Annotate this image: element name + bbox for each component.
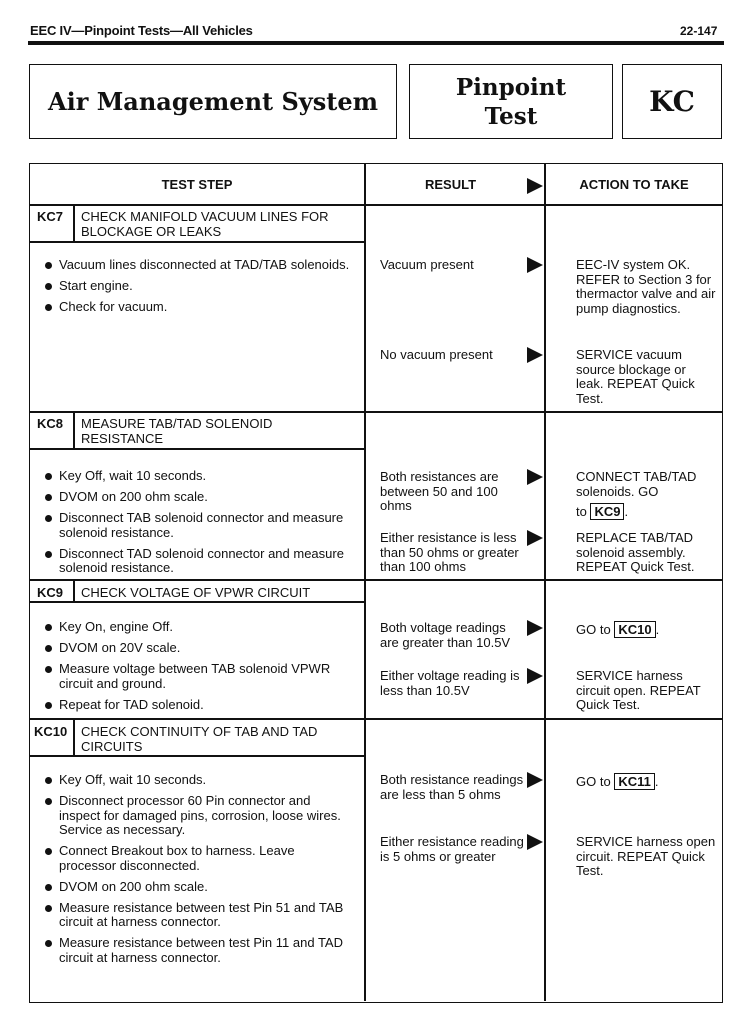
step-title (81, 585, 310, 600)
instruction-item: Repeat for TAD solenoid. (43, 698, 355, 713)
result-text: Either resistance is less than 50 ohms or greater than 100 ohms (380, 530, 519, 574)
step-title (81, 209, 329, 239)
result-text: Either resistance reading is 5 ohms or greater (380, 834, 524, 864)
instruction-item: Measure voltage between TAB solenoid VPWR circuit and ground. (43, 662, 355, 691)
step-title-line: CIRCUITS (81, 739, 143, 754)
arrow-right-icon (527, 530, 543, 546)
row-divider (30, 411, 722, 413)
step-instructions (43, 258, 353, 321)
instruction-item: Measure resistance between test Pin 11 and TAD circuit at harness connector. (43, 936, 345, 965)
action-text: REPLACE TAB/TAD solenoid assembly. REPEAT Quick Test. (576, 530, 695, 574)
step-title-line: MEASURE TAB/TAD SOLENOID (81, 416, 273, 431)
pinpoint-test-box (409, 64, 613, 139)
action-text: GO to KC11 . (576, 774, 659, 789)
step-title (81, 416, 272, 446)
pinpoint-label: Pinpoint (455, 74, 567, 101)
arrow-right-icon (527, 178, 543, 194)
step-title-divider (30, 448, 364, 450)
running-header: EEC IV—Pinpoint Tests—All Vehicles (30, 23, 253, 38)
step-code: KC8 (37, 416, 64, 431)
pinpoint-test-table (29, 163, 723, 1003)
step-instructions (43, 620, 355, 719)
step-instructions (43, 469, 355, 582)
instruction-item: Connect Breakout box to harness. Leave processor disconnected. (43, 844, 345, 873)
column-header-action: ACTION TO TAKE (579, 177, 689, 192)
step-title-line: CHECK MANIFOLD VACUUM LINES FOR (81, 209, 329, 224)
instruction-item: Key Off, wait 10 seconds. (43, 469, 355, 484)
result-text: Either voltage reading is less than 10.5V (380, 668, 520, 698)
step-title-line: CHECK VOLTAGE OF VPWR CIRCUIT (81, 585, 311, 600)
step-title (81, 724, 317, 754)
arrow-right-icon (527, 620, 543, 636)
step-code-divider (73, 411, 75, 449)
instruction-item: DVOM on 200 ohm scale. (43, 490, 355, 505)
test-label: Test (484, 103, 538, 130)
action-text: CONNECT TAB/TAD solenoids. GO to KC9 . (576, 469, 697, 519)
step-title-divider (30, 241, 364, 243)
row-divider (30, 718, 722, 720)
action-prefix: GO to (576, 774, 611, 789)
instruction-item: Vacuum lines disconnected at TAD/TAB solenoids. (43, 258, 353, 273)
step-code: KC9 (37, 585, 64, 600)
system-title-box (29, 64, 397, 139)
row-divider (30, 579, 722, 581)
arrow-right-icon (527, 772, 543, 788)
action-text: SERVICE harness open circuit. REPEAT Quick Test. (576, 834, 716, 878)
step-code-divider (73, 579, 75, 602)
result-text: Both voltage readings are greater than 10.5V (380, 620, 511, 650)
column-divider (544, 164, 546, 1001)
instruction-item: DVOM on 200 ohm scale. (43, 880, 345, 895)
action-prefix: CONNECT TAB/TAD solenoids. GO (576, 469, 697, 499)
system-title: Air Management System (48, 87, 378, 116)
goto-step-kc9[interactable]: KC9 (590, 503, 624, 520)
step-title-line: BLOCKAGE OR LEAKS (81, 224, 222, 239)
test-code: KC (649, 85, 695, 118)
instruction-item: Start engine. (43, 279, 353, 294)
arrow-right-icon (527, 257, 543, 273)
goto-step-kc11[interactable]: KC11 (614, 773, 655, 790)
instruction-item: Check for vacuum. (43, 300, 353, 315)
instruction-item: Key On, engine Off. (43, 620, 355, 635)
instruction-item: Disconnect processor 60 Pin connector and inspect for damaged pins, corrosion, loose wires. Service as necessary. (43, 794, 345, 838)
action-prefix: GO to (576, 622, 611, 637)
column-divider (364, 164, 366, 1001)
step-instructions (43, 773, 345, 972)
instruction-item: Measure resistance between test Pin 51 and TAB circuit at harness connector. (43, 901, 345, 930)
result-text: Vacuum present (380, 257, 474, 272)
column-header-result: RESULT (425, 177, 477, 192)
result-text: Both resistances are between 50 and 100 ohms (380, 469, 499, 513)
step-title-line: RESISTANCE (81, 431, 164, 446)
step-code: KC10 (34, 724, 68, 739)
goto-step-kc10[interactable]: KC10 (614, 621, 655, 638)
header-divider (30, 204, 722, 206)
instruction-item: Disconnect TAD solenoid connector and measure solenoid resistance. (43, 547, 355, 576)
instruction-item: DVOM on 20V scale. (43, 641, 355, 656)
arrow-right-icon (527, 469, 543, 485)
action-text: GO to KC10 . (576, 622, 660, 637)
step-title-divider (30, 755, 364, 757)
header-rule (28, 41, 724, 45)
arrow-right-icon (527, 347, 543, 363)
step-code-divider (73, 718, 75, 756)
instruction-item: Disconnect TAB solenoid connector and measure solenoid resistance. (43, 511, 355, 540)
action-to: to (576, 504, 587, 519)
column-header-test-step: TEST STEP (161, 177, 233, 192)
page-number: 22-147 (680, 24, 718, 38)
pinpoint-test-label (410, 73, 612, 131)
step-code-divider (73, 204, 75, 242)
result-text: No vacuum present (380, 347, 493, 362)
step-title-divider (30, 601, 364, 603)
test-code-box (622, 64, 722, 139)
result-text: Both resistance readings are less than 5 ohms (380, 772, 524, 802)
arrow-right-icon (527, 668, 543, 684)
instruction-item: Key Off, wait 10 seconds. (43, 773, 345, 788)
action-text: EEC-IV system OK. REFER to Section 3 for thermactor valve and air pump diagnostics. (576, 257, 716, 316)
action-text: SERVICE harness circuit open. REPEAT Quick Test. (576, 668, 701, 712)
step-code: KC7 (37, 209, 64, 224)
step-title-line: CHECK CONTINUITY OF TAB AND TAD (81, 724, 318, 739)
arrow-right-icon (527, 834, 543, 850)
action-text: SERVICE vacuum source blockage or leak. REPEAT Quick Test. (576, 347, 695, 406)
